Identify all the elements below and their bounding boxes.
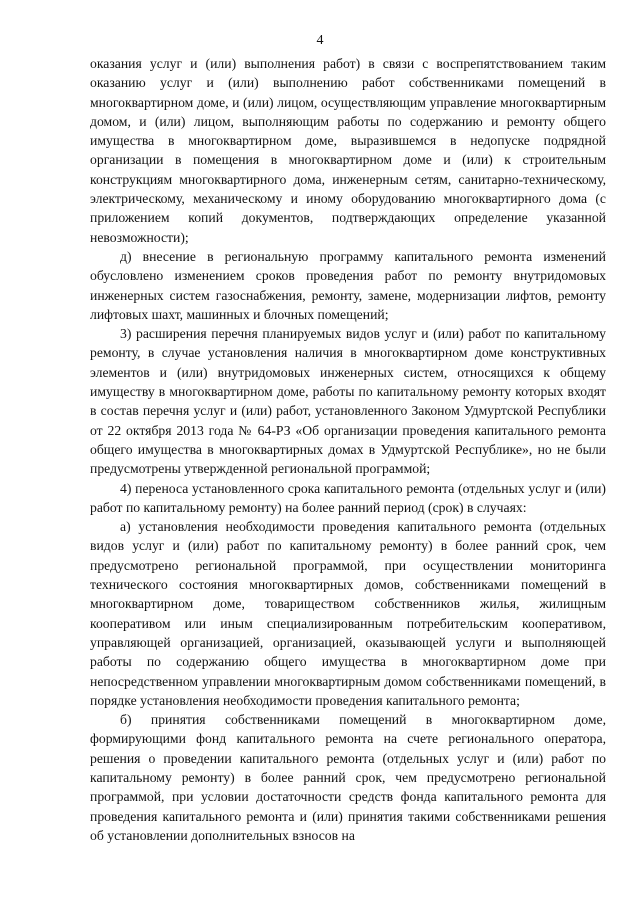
document-body [90,54,606,845]
paragraph-3: 3) расширения перечня планируемых видов услуг и (или) работ по капитальному ремонту, в случае установления наличия в многоквартирном доме конструктивных элементов и (или) внутридомовых инженерных систем, относящихся к общему имуществу в многоквартирном доме, работы по капитальному ремонту которых входят в состав перечня услуг и (или) работ, установленного Законом Удмуртской Республики от 22 октября 2013 года № 64-РЗ «Об организации проведения капитального ремонта общего имущества в многоквартирных домах в Удмуртской Республике», но не были предусмотрены утвержденной региональной программой; [90,326,606,477]
paragraph-4b: б) принятия собственниками помещений в многоквартирном доме, формирующими фонд капитального ремонта на счете регионального оператора, решения о проведении капитального ремонта (отдельных услуг и (или) работ по капитальному ремонту) в более ранний срок, чем предусмотрено региональной программой, при условии достаточности средств фонда капитального ремонта для проведения капитального ремонта и (или) принятия такими собственниками решения об установлении дополнительных взносов на [90,712,606,843]
paragraph-continuation: оказания услуг и (или) выполнения работ) в связи с воспрепятствованием таким оказанию услуг и (или) выполнению работ собственниками помещений в многоквартирном доме, и (или) лицом, осуществляющим управление многоквартирным домом, и (или) лицом, выполняющим работы по содержанию и ремонту общего имущества в многоквартирном доме, выразившемся в недопуске подрядной организации в помещения в многоквартирном доме и (или) к строительным конструкциям многоквартирного дома, инженерным сетям, санитарно-техническому, электрическому, механическому и иному оборудованию многоквартирного дома (с приложением копий документов, подтверждающих определение указанной невозможности); [90,56,606,245]
paragraph-4: 4) переноса установленного срока капитального ремонта (отдельных услуг и (или) работ по капитальному ремонту) на более ранний период (срок) в случаях: [90,480,606,515]
paragraph-4a: а) установления необходимости проведения капитального ремонта (отдельных видов услуг и (или) работ по капитальному ремонту) в более ранний срок, чем предусмотрено региональной программой, при осуществлении мониторинга технического состояния многоквартирных домов, собственниками помещений в многоквартирном доме, товариществом собственников жилья, жилищным кооперативом или иным специализированным потребительским кооперативом, управляющей организацией, организацией, оказывающей услуги и выполняющей работы по содержанию общего имущества в многоквартирном доме при непосредственном управлении многоквартирным домом собственниками помещений, в порядке установления необходимости проведения капитального ремонта; [90,519,606,708]
page-number: 4 [316,33,324,48]
paragraph-d: д) внесение в региональную программу капитального ремонта изменений обусловлено изменением сроков проведения работ по ремонту внутридомовых инженерных систем газоснабжения, ремонту, замене, модернизации лифтов, ремонту лифтовых шахт, машинных и блочных помещений; [90,248,606,322]
